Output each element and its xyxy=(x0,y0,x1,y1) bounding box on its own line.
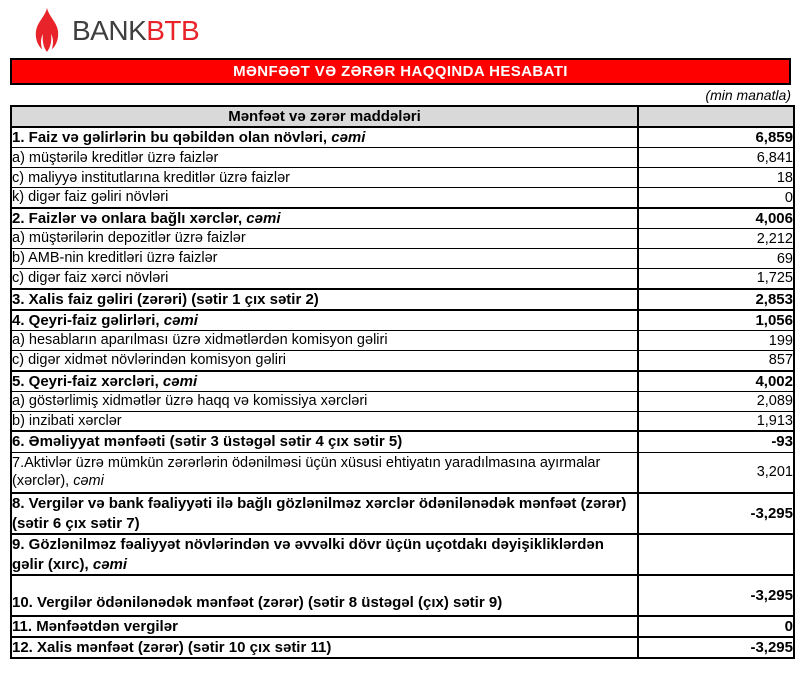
row-label: 4. Qeyri-faiz gəlirləri, xyxy=(12,311,164,329)
table-row xyxy=(11,371,794,392)
table-row xyxy=(11,452,794,493)
row-value: -93 xyxy=(638,431,794,452)
unit-note: (min manatla) xyxy=(705,87,791,103)
pl-table xyxy=(10,105,795,659)
row-label-cell xyxy=(11,229,638,249)
flame-icon xyxy=(28,7,66,55)
row-label-cell xyxy=(11,168,638,188)
table-row xyxy=(11,127,794,148)
report-title: MƏNFƏƏT VƏ ZƏRƏR HAQQINDA HESABATI xyxy=(233,63,568,80)
bank-logo-btb: BTB xyxy=(146,14,200,46)
row-label-cell xyxy=(11,310,638,331)
row-label-cell xyxy=(11,616,638,637)
table-row xyxy=(11,411,794,431)
row-value: 1,056 xyxy=(638,310,794,331)
row-label: a) göstərlimiş xidmətlər üzrə haqq və komissiya xərcləri xyxy=(12,392,368,409)
table-row xyxy=(11,616,794,637)
row-label-cell xyxy=(11,452,638,493)
table-row xyxy=(11,534,794,575)
table-row xyxy=(11,269,794,289)
row-label-italic-suffix: cəmi xyxy=(92,555,128,573)
row-label: a) hesabların aparılması üzrə xidmətlərdən komisyon gəliri xyxy=(12,332,388,349)
row-label: 9. Gözlənilməz fəaliyyət növlərindən və əvvəlki dövr üçün uçotdakı dəyişikliklərdən gəlir (xırc), xyxy=(12,536,604,573)
row-label: c) maliyyə institutlarına kreditlər üzrə faizlər xyxy=(12,169,291,186)
row-label: 8. Vergilər və bank fəaliyyəti ilə bağlı gözlənilməz xərclər ödənilənədək mənfəət (zərər) (sətir 6 çıx sətir 7) xyxy=(12,495,627,532)
row-label: b) inzibati xərclər xyxy=(12,412,122,429)
row-value: 6,859 xyxy=(638,127,794,148)
row-value: 1,913 xyxy=(638,411,794,431)
row-value: 4,002 xyxy=(638,371,794,392)
row-label: 6. Əməliyyat mənfəəti (sətir 3 üstəgəl sətir 4 çıx sətir 5) xyxy=(12,433,403,451)
row-label-cell xyxy=(11,127,638,148)
row-value: 69 xyxy=(638,249,794,269)
table-row xyxy=(11,249,794,269)
row-label-italic-suffix: cəmi xyxy=(73,473,104,490)
row-value: 6,841 xyxy=(638,148,794,168)
row-label: b) AMB-nin kreditləri üzrə faizlər xyxy=(12,250,218,267)
row-label: 5. Qeyri-faiz xərcləri, xyxy=(12,372,163,390)
row-value: 0 xyxy=(638,616,794,637)
row-label-cell xyxy=(11,148,638,168)
row-label-cell xyxy=(11,249,638,269)
row-label-cell xyxy=(11,431,638,452)
row-label: 3. Xalis faiz gəliri (zərəri) (sətir 1 çıx sətir 2) xyxy=(12,290,319,308)
row-value: 199 xyxy=(638,331,794,351)
table-row xyxy=(11,229,794,249)
row-label: c) digər faiz xərci növləri xyxy=(12,270,169,287)
row-value: -3,295 xyxy=(638,493,794,534)
row-label: 1. Faiz və gəlirlərin bu qəbildən olan növləri, xyxy=(12,129,332,147)
bank-logo-text xyxy=(72,14,200,46)
row-label-cell xyxy=(11,188,638,208)
table-row xyxy=(11,637,794,658)
table-header-value xyxy=(638,106,794,127)
row-label-italic-suffix: cəmi xyxy=(331,129,366,147)
table-row xyxy=(11,289,794,310)
row-value: 4,006 xyxy=(638,208,794,229)
row-label-cell xyxy=(11,391,638,411)
table-row xyxy=(11,431,794,452)
report-page xyxy=(0,6,800,679)
row-label-cell xyxy=(11,351,638,371)
row-value: -3,295 xyxy=(638,575,794,616)
pl-table-body xyxy=(11,127,794,658)
table-row xyxy=(11,391,794,411)
row-value: 2,212 xyxy=(638,229,794,249)
row-label: 12. Xalis mənfəət (zərər) (sətir 10 çıx sətir 11) xyxy=(12,639,332,657)
table-row xyxy=(11,575,794,616)
table-row xyxy=(11,188,794,208)
row-value xyxy=(638,534,794,575)
row-label-cell xyxy=(11,371,638,392)
row-label-cell xyxy=(11,331,638,351)
row-label: 11. Mənfəətdən vergilər xyxy=(12,618,178,635)
bank-logo-bank: BANK xyxy=(72,14,147,46)
table-row xyxy=(11,331,794,351)
report-title-banner xyxy=(10,58,791,85)
table-row xyxy=(11,351,794,371)
row-label-cell xyxy=(11,208,638,229)
row-label-italic-suffix: cəmi xyxy=(162,372,198,390)
table-row xyxy=(11,208,794,229)
row-label: a) müştərilə kreditlər üzrə faizlər xyxy=(12,149,219,166)
row-label-cell xyxy=(11,289,638,310)
row-value: 2,853 xyxy=(638,289,794,310)
row-label-italic-suffix: cəmi xyxy=(246,209,281,227)
row-label-cell xyxy=(11,269,638,289)
table-row xyxy=(11,148,794,168)
row-value: 0 xyxy=(638,188,794,208)
row-value: 18 xyxy=(638,168,794,188)
row-label-cell xyxy=(11,493,638,534)
row-label-cell xyxy=(11,575,638,616)
table-header-row xyxy=(11,106,794,127)
row-value: 1,725 xyxy=(638,269,794,289)
row-label-italic-suffix: cəmi xyxy=(163,311,198,329)
row-label: 2. Faizlər və onlara bağlı xərclər, xyxy=(12,209,247,227)
row-label-cell xyxy=(11,637,638,658)
row-label: 10. Vergilər ödənilənədək mənfəət (zərər) (sətir 8 üstəgəl (çıx) sətir 9) xyxy=(12,593,503,611)
table-header-label: Mənfəət və zərər maddələri xyxy=(11,106,638,127)
row-value: 857 xyxy=(638,351,794,371)
table-row xyxy=(11,493,794,534)
row-label: k) digər faiz gəliri növləri xyxy=(12,189,169,206)
row-label: 7.Aktivlər üzrə mümkün zərərlərin ödənilməsi üçün xüsusi ehtiyatın yaradılmasına ayırmalar (xərclər), xyxy=(12,454,601,490)
row-value: -3,295 xyxy=(638,637,794,658)
row-label: c) digər xidmət növlərindən komisyon gəliri xyxy=(12,352,287,369)
row-label: a) müştərilərin depozitlər üzrə faizlər xyxy=(12,230,246,247)
table-row xyxy=(11,168,794,188)
row-label-cell xyxy=(11,534,638,575)
row-label-cell xyxy=(11,411,638,431)
bank-logo xyxy=(28,6,800,55)
row-value: 2,089 xyxy=(638,391,794,411)
row-value: 3,201 xyxy=(638,452,794,493)
table-row xyxy=(11,310,794,331)
